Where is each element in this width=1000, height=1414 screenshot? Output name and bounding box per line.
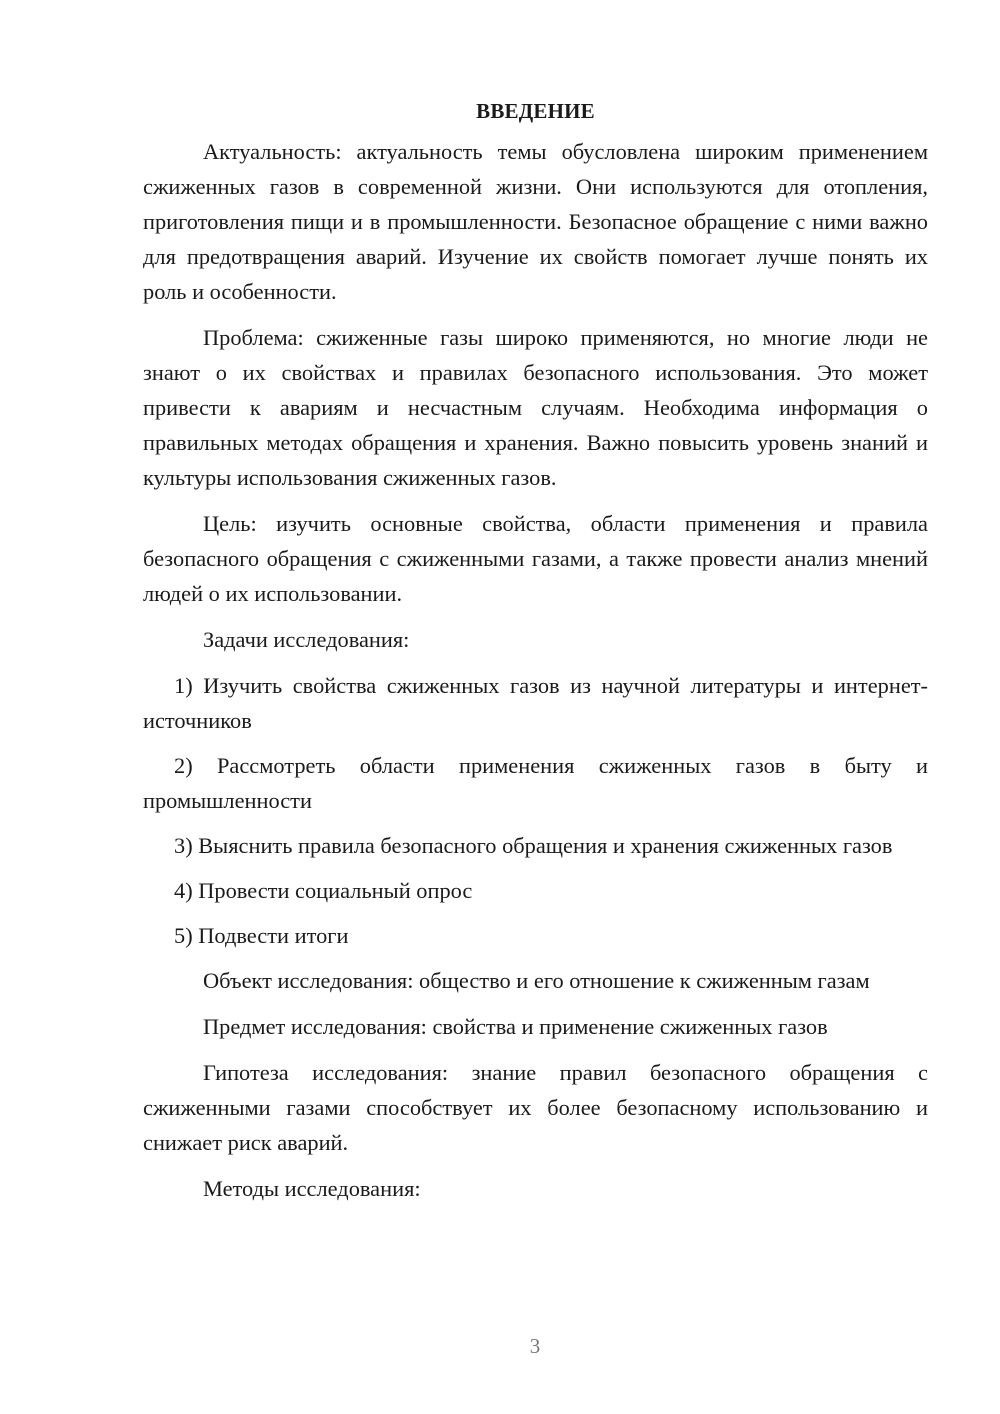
task-item-1: 1) Изучить свойства сжиженных газов из научной литературы и интернет-источников [143,673,928,733]
tasks-heading: Задачи исследования: [203,627,410,652]
task-item-3: 3) Выяснить правила безопасного обращения и хранения сжиженных газов [174,833,893,858]
goal-paragraph: Цель: изучить основные свойства, области применения и правила безопасного обращения с сжиженными газами, а также провести анализ мнений людей о их использовании. [143,511,928,606]
methods-heading: Методы исследования: [203,1176,421,1201]
task-item-4: 4) Провести социальный опрос [174,878,473,903]
task-item-5: 5) Подвести итоги [174,923,349,948]
hypothesis-paragraph: Гипотеза исследования: знание правил безопасного обращения с сжиженными газами способствует их более безопасному использованию и снижает риск аварий. [143,1060,928,1155]
object-paragraph: Объект исследования: общество и его отношение к сжиженным газам [203,968,870,993]
page-content [143,96,928,1217]
page-number: 3 [529,1334,541,1358]
tasks-list [143,668,928,953]
section-title: ВВЕДЕНИЕ [476,99,595,123]
task-item-2: 2) Рассмотреть области применения сжиженных газов в быту и промышленности [143,753,928,813]
subject-paragraph: Предмет исследования: свойства и применение сжиженных газов [203,1014,828,1039]
problem-paragraph: Проблема: сжиженные газы широко применяются, но многие люди не знают о их свойствах и правилах безопасного использования. Это может привести к авариям и несчастным случаям. Необходима информация о правильных методах обращения и хранения. Важно повысить уровень знаний и культуры использования сжиженных газов. [143,325,928,490]
relevance-paragraph: Актуальность: актуальность темы обусловлена широким применением сжиженных газов в современной жизни. Они используются для отопления, приготовления пищи и в промышленности. Безопасное обращение с ними важно для предотвращения аварий. Изучение их свойств помогает лучше понять их роль и особенности. [143,139,928,304]
